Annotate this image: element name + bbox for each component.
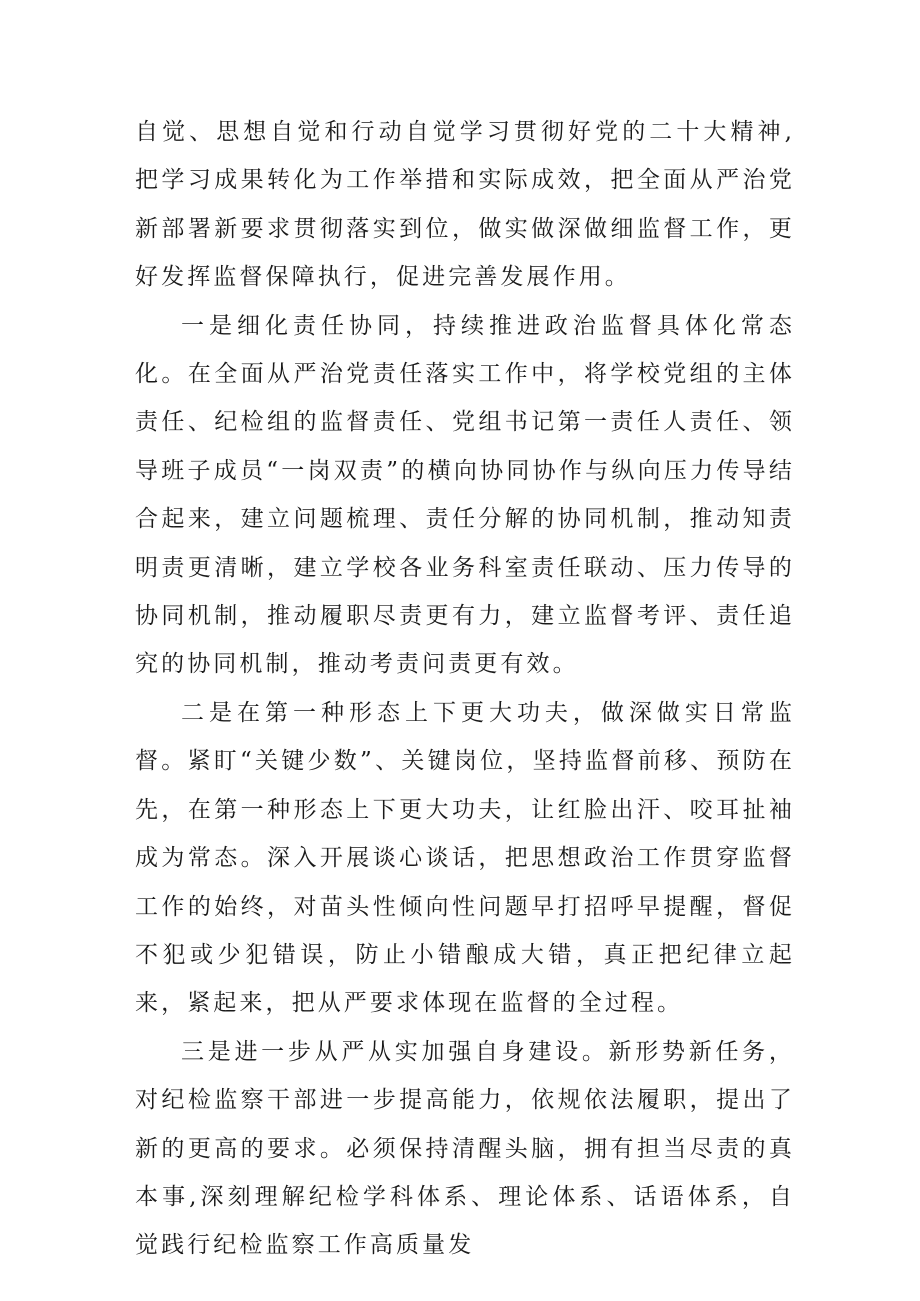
paragraph-continuation: 自觉、思想自觉和行动自觉学习贯彻好党的二十大精神,把学习成果转化为工作举措和实际成效，把全面从严治党新部署新要求贯彻落实到位，做实做深做细监督工作，更好发挥监督保障执行，促进完善发展作用。	[135, 119, 795, 291]
document-body	[135, 108, 795, 1270]
paragraph-point-three: 三是进一步从严从实加强自身建设。新形势新任务，对纪检监察干部进一步提高能力，依规依法履职，提出了新的更高的要求。必须保持清醒头脑，拥有担当尽责的真本事,深刻理解纪检学科体系、理论体系、话语体系，自觉践行纪检监察工作高质量发	[135, 1038, 795, 1259]
paragraph-point-two: 二是在第一种形态上下更大功夫，做深做实日常监督。紧盯“关键少数”、关键岗位，坚持监督前移、预防在先，在第一种形态上下更大功夫，让红脸出汗、咬耳扯袖成为常态。深入开展谈心谈话，把思想政治工作贯穿监督工作的始终，对苗头性倾向性问题早打招呼早提醒，督促不犯或少犯错误，防止小错酿成大错，真正把纪律立起来，紧起来，把从严要求体现在监督的全过程。	[135, 699, 795, 1017]
paragraph-point-one: 一是细化责任协同，持续推进政治监督具体化常态化。在全面从严治党责任落实工作中，将学校党组的主体责任、纪检组的监督责任、党组书记第一责任人责任、领导班子成员“一岗双责”的横向协同协作与纵向压力传导结合起来，建立问题梳理、责任分解的协同机制，推动知责明责更清晰，建立学校各业务科室责任联动、压力传导的协同机制，推动履职尽责更有力，建立监督考评、责任追究的协同机制，推动考责问责更有效。	[135, 312, 795, 678]
